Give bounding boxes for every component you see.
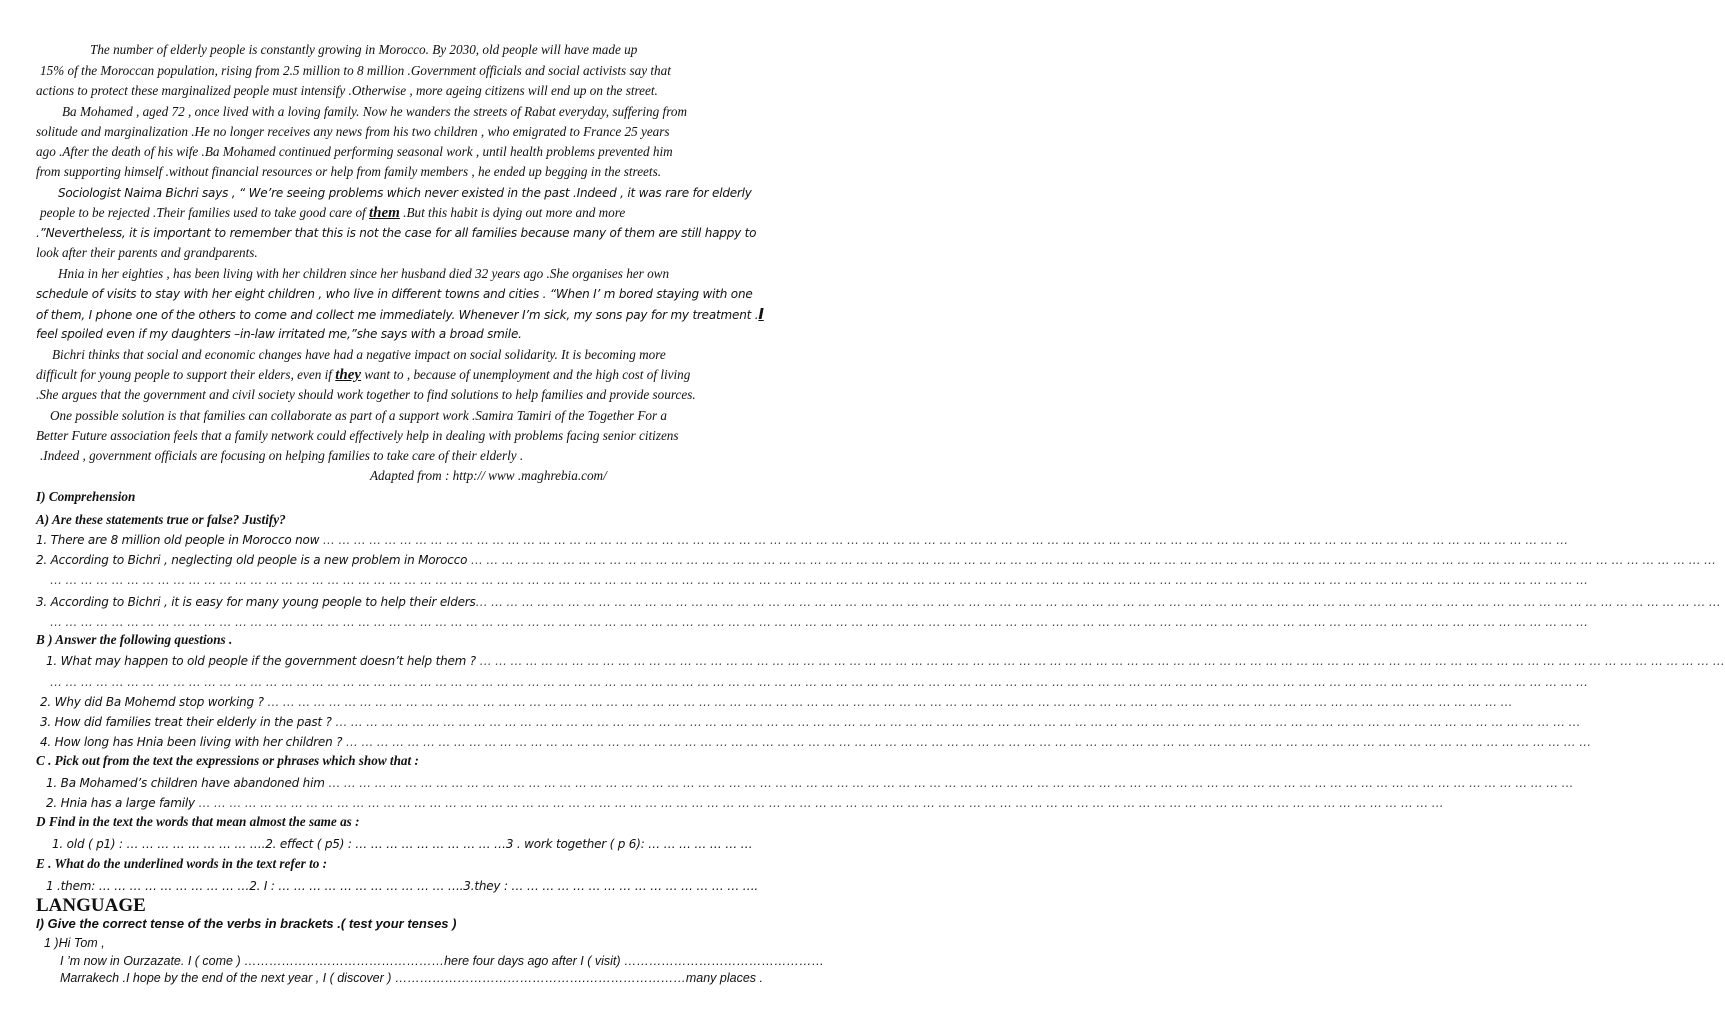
language-line[interactable]: Marrakech .I hope by the end of the next year , I ( discover ) ……………………………………….……………………many places . [60, 971, 763, 985]
passage-line [36, 367, 690, 383]
question-d-line[interactable]: 1. old ( p1) : … … … … … … … … ….2. effect ( p5) : … … … … … … … … … …3 . work together ( p 6): … … … … … … … [52, 837, 753, 851]
answer-blank[interactable]: … … … … … … … … … … … … … … … … … … … … … … … … … … … … … … … … … … … … … … … … … … … … … … … … … … … … … … … … … … … … … … … … … … … … … … … … … … … … … … … … … [470, 553, 1716, 567]
answer-blank[interactable]: … … … … … … … … … … … … … … … … … … … … … … … … … … … … … … … … … … … … … … … … … … … … … … … … … … … … … … … … … … … … … … … … … … … … … … … … … … … … … … … … … [322, 533, 1568, 547]
passage-text: people to be rejected .Their families used to take good care of [40, 205, 369, 220]
passage-line: actions to protect these marginalized people must intensify .Otherwise , more ageing citizens will end up on the street. [36, 83, 658, 98]
question-b3: 3. How did families treat their elderly in the past ? … … … … … … … … … … … … … … … … … … … … … … … … … … … … … … … … … … … … … … … … … … … … … … … … … … … … … … … … … … … … … … … … … … … … … … … … … … … … … … … … … [40, 715, 1581, 729]
answer-blank[interactable]: … … … … … … … … … … … … … … … … … … … … … … … … … … … … … … … … … … … … … … … … … … … … … … … … … … … … … … … … … … … … … … … … … … … … … … … … … … … … … … … … … … … … … … … … … … … … … … … … … … … … [50, 573, 1588, 587]
language-line: 1 )Hi Tom , [44, 936, 105, 950]
underlined-word-i: I [758, 305, 764, 323]
answer-blank[interactable]: … … … … … … … … … … … … … … … … … … … … … … … … … … … … … … … … … … … … … … … … … … … … … … … … … … … … … … … … … … … … … … … … … … … … … … … … … … … … … … … … … … … … … … … … … … … … … … … … … … … … [50, 615, 1588, 629]
question-heading-a: A) Are these statements true or false? Justify? [36, 512, 286, 527]
passage-text: want to , because of unemployment and the high cost of living [361, 367, 691, 382]
source-line: Adapted from : http:// www .maghrebia.com/ [370, 468, 607, 483]
answer-blank[interactable]: … … … … … … … … … … … … … … … … … … … … … … … … … … … … … … … … … … … … … … … … … … … … … … … … … … … … … … … … … … … … … … … … … … … … … … … … … … … … … … … … … [328, 776, 1574, 790]
question-a2: 2. According to Bichri , neglecting old people is a new problem in Morocco … … … … … … … … … … … … … … … … … … … … … … … … … … … … … … … … … … … … … … … … … … … … … … … … … … … … … … … … … … … … … … … … … … … … … … … … … … … … … … … … … [36, 553, 1716, 567]
question-a3: 3. According to Bichri , it is easy for many young people to help their elders… … … … … … … … … … … … … … … … … … … … … … … … … … … … … … … … … … … … … … … … … … … … … … … … … … … … … … … … … … … … … … … … … … … … … … … … … … … … … … … … … [36, 595, 1721, 609]
passage-line: Sociologist Naima Bichri says , “ We’re seeing problems which never existed in the past .Indeed , it was rare for elderly [58, 186, 752, 200]
language-instruction: I) Give the correct tense of the verbs in brackets .( test your tenses ) [36, 916, 457, 931]
underlined-word-they: they [335, 367, 362, 383]
answer-blank[interactable]: … … … … … … … … … … … … … … … … … … … … … … … … … … … … … … … … … … … … … … … … … … … … … … … … … … … … … … … … … … … … … … … … … … … … … … … … … … … … … … … … … … … … … … … … … … … … … … … … … … … … [50, 675, 1588, 689]
passage-line: feel spoiled even if my daughters –in-law irritated me,”she says with a broad smile. [36, 327, 522, 341]
answer-blank[interactable]: … … … … … … … … … … … … … … … … … … … … … … … … … … … … … … … … … … … … … … … … … … … … … … … … … … … … … … … … … … … … … … … … … … … … … … … … … … … … … … … … … [335, 715, 1581, 729]
underlined-word-them: them [369, 205, 400, 221]
question-heading-e: E . What do the underlined words in the text refer to : [36, 856, 328, 871]
passage-line: .Indeed , government officials are focusing on helping families to take care of their elderly . [40, 448, 524, 463]
passage-line: .She argues that the government and civil society should work together to find solutions to help families and provide sources. [36, 387, 696, 402]
passage-line: Ba Mohamed , aged 72 , once lived with a loving family. Now he wanders the streets of Rabat everyday, suffering from [62, 104, 687, 119]
question-c2: 2. Hnia has a large family … … … … … … … … … … … … … … … … … … … … … … … … … … … … … … … … … … … … … … … … … … … … … … … … … … … … … … … … … … … … … … … … … … … … … … … … … … … … … … … … … [46, 796, 1444, 810]
question-heading-d: D Find in the text the words that mean almost the same as : [36, 814, 360, 829]
section-heading-comprehension: I) Comprehension [36, 489, 136, 504]
passage-line: .”Nevertheless, it is important to remember that this is not the case for all families because many of them are still happy to [36, 226, 757, 240]
answer-blank[interactable]: … … … … … … … … … … … … … … … … … … … … … … … … … … … … … … … … … … … … … … … … … … … … … … … … … … … … … … … … … … … … … … … … … … … … … … … … … … … … … … … … … [198, 796, 1444, 810]
passage-line: 15% of the Moroccan population, rising from 2.5 million to 8 million .Government officials and social activists say that [40, 63, 671, 78]
question-heading-c: C . Pick out from the text the expressions or phrases which show that : [36, 753, 419, 768]
passage-line: solitude and marginalization .He no longer receives any news from his two children , who emigrated to France 25 years [36, 124, 670, 139]
passage-text: difficult for young people to support their elders, even if [36, 367, 336, 382]
question-b2: 2. Why did Ba Mohemd stop working ? … … … … … … … … … … … … … … … … … … … … … … … … … … … … … … … … … … … … … … … … … … … … … … … … … … … … … … … … … … … … … … … … … … … … … … … … … … … … … … … … … [40, 695, 1513, 709]
passage-line: from supporting himself .without financial resources or help from family members , he ended up begging in the streets. [36, 164, 662, 179]
question-b4: 4. How long has Hnia been living with her children ? … … … … … … … … … … … … … … … … … … … … … … … … … … … … … … … … … … … … … … … … … … … … … … … … … … … … … … … … … … … … … … … … … … … … … … … … … … … … … … … … … [40, 735, 1591, 749]
passage-line [40, 205, 625, 221]
passage-line: One possible solution is that families can collaborate as part of a support work .Samira Tamiri of the Together For a [50, 408, 668, 423]
passage-line [36, 306, 764, 323]
passage-line: Better Future association feels that a family network could effectively help in dealing with problems facing senior citizens [36, 428, 679, 443]
question-b1: 1. What may happen to old people if the government doesn’t help them ? … … … … … … … … … … … … … … … … … … … … … … … … … … … … … … … … … … … … … … … … … … … … … … … … … … … … … … … … … … … … … … … … … … … … … … … … … … … … … … … … … [46, 654, 1725, 668]
passage-line: Bichri thinks that social and economic changes have had a negative impact on social solidarity. It is becoming more [52, 347, 666, 362]
section-heading-language: LANGUAGE [36, 895, 146, 916]
question-e-line[interactable]: 1 .them: … … … … … … … … … …2. I : … … … … … … … … … … … ….3.they : … … … … … … … … … … … … … … … …. [46, 879, 759, 893]
language-line[interactable]: I ’m now in Ourzazate. I ( come ) …………………………………………here four days ago after I ( visit) ………………………………………… [60, 954, 825, 968]
passage-line: Hnia in her eighties , has been living with her children since her husband died 32 years ago .She organises her own [58, 266, 670, 281]
question-c1: 1. Ba Mohamed’s children have abandoned him … … … … … … … … … … … … … … … … … … … … … … … … … … … … … … … … … … … … … … … … … … … … … … … … … … … … … … … … … … … … … … … … … … … … … … … … … … … … … … … … … [46, 776, 1574, 790]
passage-line: ago .After the death of his wife .Ba Mohamed continued performing seasonal work , until health problems prevented him [36, 144, 673, 159]
passage-text: of them, I phone one of the others to come and collect me immediately. Whenever I’m sick, my sons pay for my treatment . [36, 308, 759, 322]
answer-blank[interactable]: … … … … … … … … … … … … … … … … … … … … … … … … … … … … … … … … … … … … … … … … … … … … … … … … … … … … … … … … … … … … … … … … … … … … … … … … … … … … … … … … … [345, 735, 1591, 749]
question-heading-b: B ) Answer the following questions . [36, 632, 233, 647]
answer-blank[interactable]: … … … … … … … … … … … … … … … … … … … … … … … … … … … … … … … … … … … … … … … … … … … … … … … … … … … … … … … … … … … … … … … … … … … … … … … … … … … … … … … … … [479, 654, 1725, 668]
question-a1: 1. There are 8 million old people in Morocco now … … … … … … … … … … … … … … … … … … … … … … … … … … … … … … … … … … … … … … … … … … … … … … … … … … … … … … … … … … … … … … … … … … … … … … … … … … … … … … … … … [36, 533, 1568, 547]
passage-line: schedule of visits to stay with her eight children , who live in different towns and cities . “When I’ m bored staying with one [36, 287, 753, 301]
passage-line: look after their parents and grandparents. [36, 245, 258, 260]
passage-text: .But this habit is dying out more and more [399, 205, 626, 220]
answer-blank[interactable]: … … … … … … … … … … … … … … … … … … … … … … … … … … … … … … … … … … … … … … … … … … … … … … … … … … … … … … … … … … … … … … … … … … … … … … … … … … … … … … … … … [267, 695, 1513, 709]
answer-blank[interactable]: … … … … … … … … … … … … … … … … … … … … … … … … … … … … … … … … … … … … … … … … … … … … … … … … … … … … … … … … … … … … … … … … … … … … … … … … … … … … … … … … … [475, 595, 1721, 609]
passage-line: The number of elderly people is constantly growing in Morocco. By 2030, old people will have made up [90, 42, 638, 57]
